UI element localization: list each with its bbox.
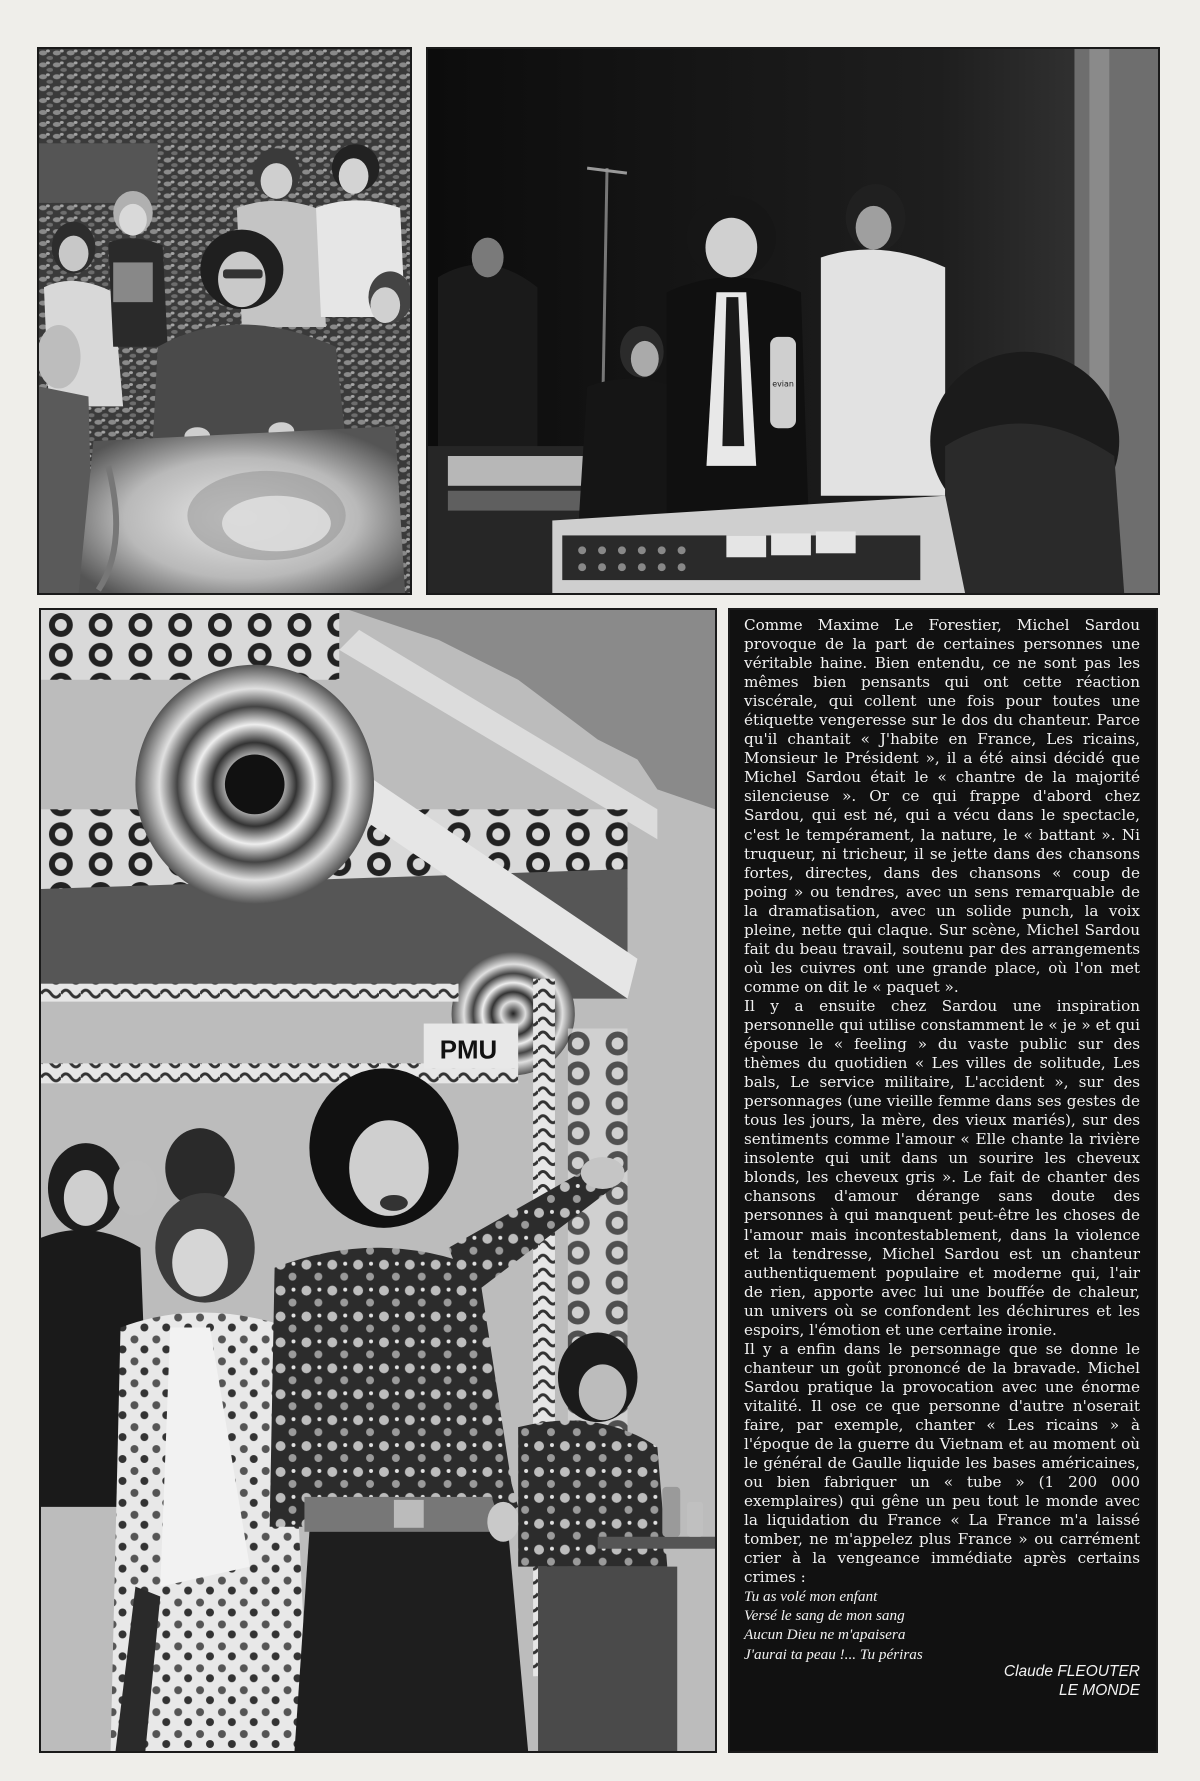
- photo-backstage: [426, 47, 1160, 595]
- article-paragraph-3: Il y a enfin dans le personnage que se donne le chanteur un goût prononcé de la bravade. Michel Sardou pratique la provocation avec une énorme vitalité. Il ose ce que personne d'autre n'oserait faire, par exemple, chanter « Les ricains » à l'époque de la guerre du Vietnam et au moment où le général de Gaulle liquide les bases américaines, ou bien fabriquer un « tube » (1 200 000 exemplaires) qui gêne un peu tout le monde avec la liquidation du France « La France m'a laissé tomber, ne m'appelez plus France » ou carrément crier à la vengeance immédiate après certains crimes :: [744, 1339, 1140, 1587]
- article-text-box: [728, 608, 1158, 1753]
- author-name: Claude FLEOUTER: [1003, 1662, 1140, 1680]
- byline: [744, 1662, 1140, 1700]
- autograph-scene-image: [39, 49, 410, 593]
- bottle-label: evian: [772, 379, 794, 389]
- tv-show-scene-image: [41, 610, 715, 1751]
- lyric-line: J'aurai ta peau !... Tu périras: [744, 1645, 923, 1663]
- song-lyrics: [744, 1587, 1140, 1663]
- article-paragraph-2: Il y a ensuite chez Sardou une inspiration personnelle qui utilise constamment le « je » et qui épouse le « feeling » du vaste public sur des thèmes du quotidien « Les villes de solitude, Les bals, Le service militaire, L'accident », sur des personnages (une vieille femme dans ses gestes de tous les jours, la mère, des vieux mariés), sur des sentiments comme l'amour « Elle chante la rivière insolente qui unit dans un sourire les cheveux blonds, les cheveux gris ». Le fait de chanter des chansons d'amour dérange sans doute des personnes à qui manquent peut-être les choses de l'amour mais incontestablement, dans la violence et la tendresse, Michel Sardou est un chanteur authentiquement populaire et moderne qui, l'air de rien, apporte avec lui une bouffée de chaleur, un univers où se confondent les déchirures et les espoirs, l'émotion et une certaine ironie.: [744, 996, 1140, 1339]
- article-body: [744, 616, 1140, 1587]
- lyric-line: Versé le sang de mon sang: [744, 1607, 905, 1625]
- photo-autographs: [37, 47, 412, 595]
- article-paragraph-1: Comme Maxime Le Forestier, Michel Sardou provoque de la part de certaines personnes une véritable haine. Bien entendu, ce ne sont pas les mêmes bien pensants qui ont cette réaction viscérale, qui collent une fois pour toutes une étiquette vengeresse sur le dos du chanteur. Parce qu'il chantait « J'habite en France, Les ricains, Monsieur le Président », il a été ainsi décidé que Michel Sardou était le « chantre de la majorité silencieuse ». Or ce qui frappe d'abord chez Sardou, qui est né, qui a vécu dans le spectacle, c'est le tempérament, la nature, le « battant ». Ni truqueur, ni tricheur, il se jette dans des chansons fortes, directes, dans des chansons « coup de poing » ou tendres, avec un sens remarquable de la dramatisation, avec un solide punch, la voix pleine, nette qui claque. Sur scène, Michel Sardou fait du beau travail, soutenu par des arrangements où les cuivres ont une grande place, où l'on met comme on dit le « paquet ».: [744, 616, 1140, 996]
- photo-tv-show: [39, 608, 717, 1753]
- publication-name: LE MONDE: [1059, 1681, 1140, 1699]
- lyric-line: Tu as volé mon enfant: [744, 1588, 878, 1606]
- backstage-scene-image: [428, 49, 1158, 593]
- pmu-sign: PMU: [439, 1036, 498, 1065]
- lyric-line: Aucun Dieu ne m'apaisera: [744, 1626, 906, 1644]
